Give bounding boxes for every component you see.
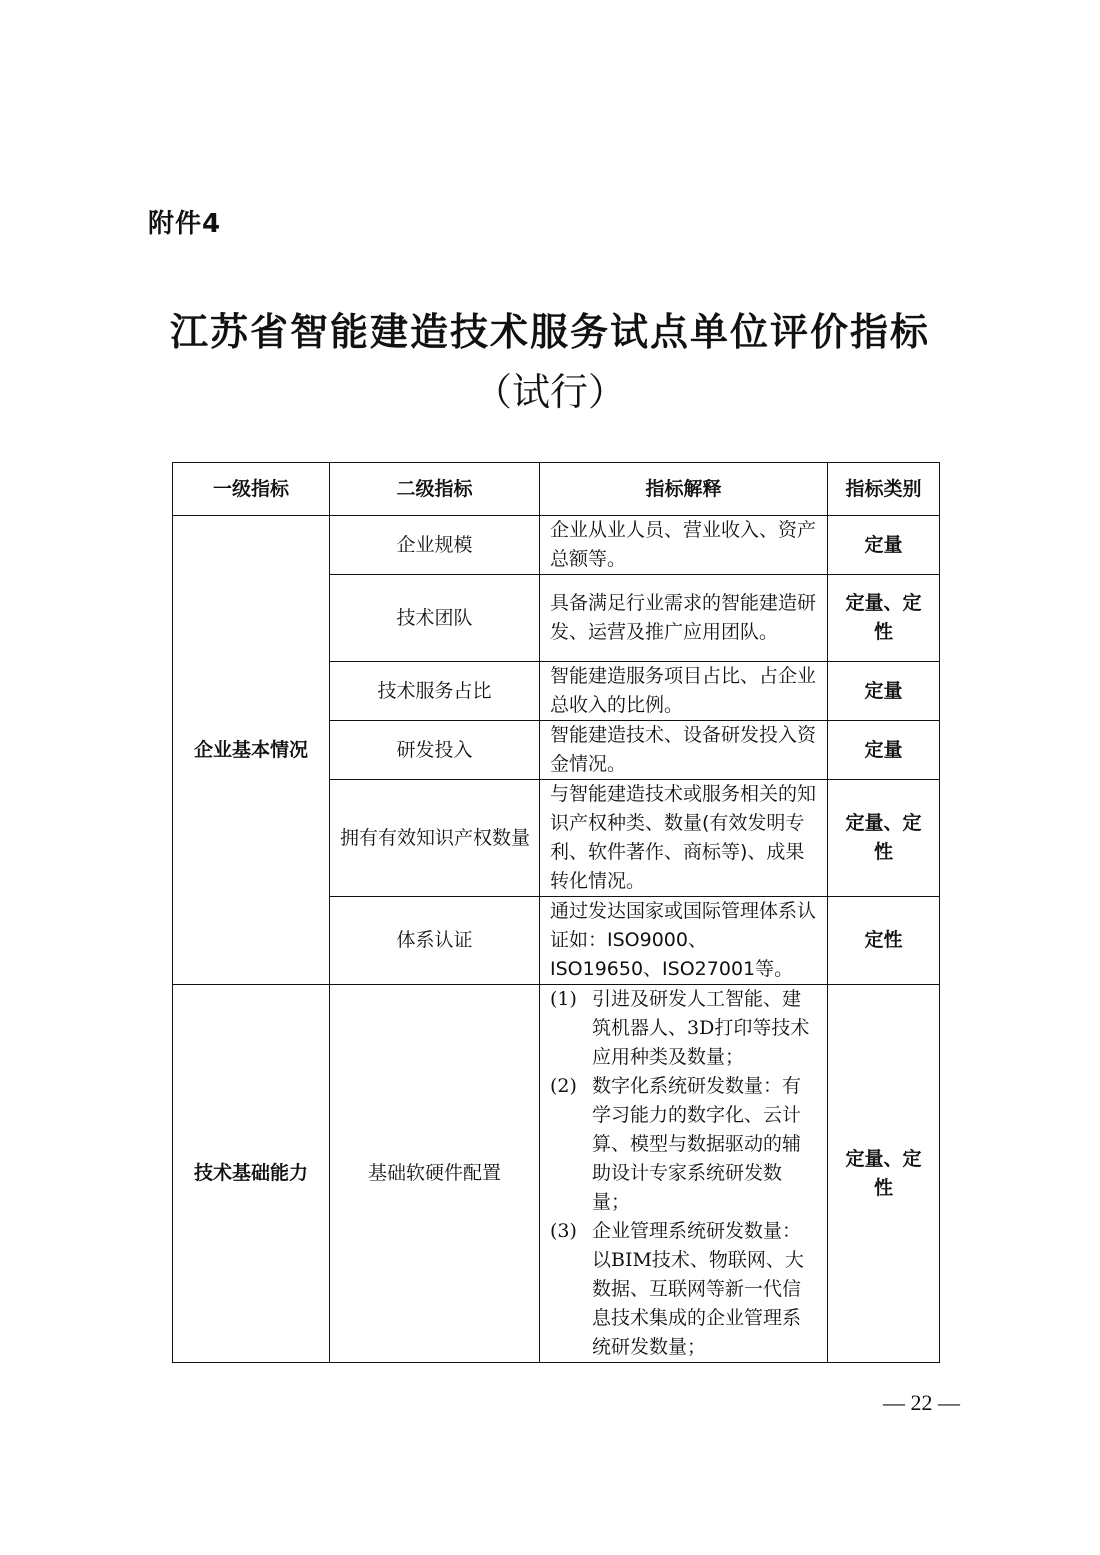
page-number: — 22 — xyxy=(883,1390,960,1415)
header-level1: 一级指标 xyxy=(173,463,330,516)
list-item xyxy=(550,985,819,1072)
header-category: 指标类别 xyxy=(828,463,940,516)
header-level2: 二级指标 xyxy=(330,463,540,516)
explanation-cell: 智能建造服务项目占比、占企业总收入的比例。 xyxy=(540,662,828,721)
explanation-cell: 智能建造技术、设备研发投入资金情况。 xyxy=(540,721,828,780)
list-item-number: (1) xyxy=(550,988,577,1010)
explanation-list xyxy=(550,985,819,1362)
level2-cell: 研发投入 xyxy=(330,721,540,780)
category-cell: 定量 xyxy=(828,516,940,575)
category-cell: 定量 xyxy=(828,721,940,780)
header-explanation: 指标解释 xyxy=(540,463,828,516)
explanation-cell: 企业从业人员、营业收入、资产总额等。 xyxy=(540,516,828,575)
list-item-text: 企业管理系统研发数量：以BIM技术、物联网、大数据、互联网等新一代信息技术集成的企业管理系统研发数量； xyxy=(592,1220,804,1358)
level2-cell: 体系认证 xyxy=(330,897,540,985)
category-cell: 定量、定性 xyxy=(828,575,940,662)
document-subtitle: （试行） xyxy=(473,370,626,414)
level1-cell: 企业基本情况 xyxy=(173,516,330,985)
document-title: 江苏省智能建造技术服务试点单位评价指标 xyxy=(169,310,930,354)
list-item xyxy=(550,1072,819,1217)
level2-cell: 技术服务占比 xyxy=(330,662,540,721)
explanation-cell: 具备满足行业需求的智能建造研发、运营及推广应用团队。 xyxy=(540,575,828,662)
category-cell: 定量、定性 xyxy=(828,985,940,1363)
list-item-number: (2) xyxy=(550,1075,577,1097)
table-header-row xyxy=(173,463,940,516)
evaluation-indicator-table xyxy=(172,462,940,1363)
list-item xyxy=(550,1217,819,1362)
level2-cell: 拥有有效知识产权数量 xyxy=(330,780,540,897)
explanation-cell: 通过发达国家或国际管理体系认证如：ISO9000、ISO19650、ISO27001等。 xyxy=(540,897,828,985)
table-row xyxy=(173,985,940,1363)
category-cell: 定性 xyxy=(828,897,940,985)
level2-cell: 技术团队 xyxy=(330,575,540,662)
level2-cell: 基础软硬件配置 xyxy=(330,985,540,1363)
category-cell: 定量、定性 xyxy=(828,780,940,897)
category-cell: 定量 xyxy=(828,662,940,721)
list-item-number: (3) xyxy=(550,1220,577,1242)
explanation-cell: 与智能建造技术或服务相关的知识产权种类、数量(有效发明专利、软件著作、商标等)、成果转化情况。 xyxy=(540,780,828,897)
level1-cell: 技术基础能力 xyxy=(173,985,330,1363)
table-row xyxy=(173,516,940,575)
level2-cell: 企业规模 xyxy=(330,516,540,575)
list-item-text: 引进及研发人工智能、建筑机器人、3D打印等技术应用种类及数量； xyxy=(592,988,810,1068)
list-item-text: 数字化系统研发数量：有学习能力的数字化、云计算、模型与数据驱动的辅助设计专家系统研发数量； xyxy=(592,1075,802,1213)
explanation-cell xyxy=(540,985,828,1363)
attachment-label: 附件4 xyxy=(148,209,222,239)
